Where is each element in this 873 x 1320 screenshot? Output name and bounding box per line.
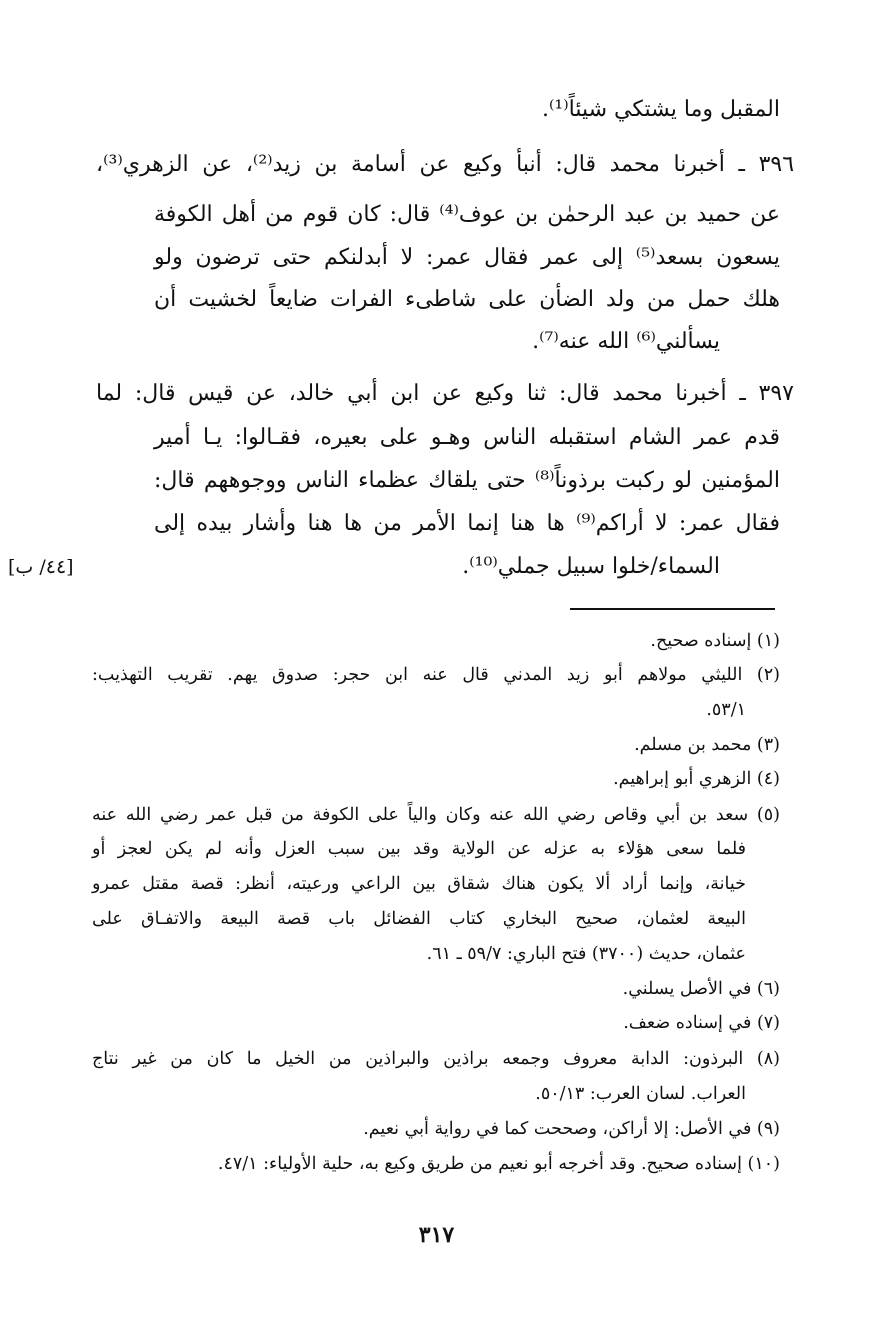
footnote-2-cont: ٥٣/١. bbox=[706, 700, 746, 720]
entry-397-first-line: ٣٩٧ ـ أخبرنا محمد قال: ثنا وكيع عن ابن أبي خالد، عن قيس قال: لما bbox=[96, 381, 794, 406]
text-line: عن حميد بن عبد الرحمٰن بن عوف⁽⁴⁾ قال: كان قوم من أهل الكوفة bbox=[154, 202, 780, 227]
text-line: السماء/خلوا سبيل جملي⁽¹⁰⁾. bbox=[462, 554, 720, 579]
footnote-5-cont: فلما سعى هؤلاء به عزله عن الولاية وقد بين سبب العزل وأنه لم يكن لعجز أو bbox=[92, 839, 746, 859]
footnote-2: (٢) الليثي مولاهم أبو زيد المدني قال عنه ابن حجر: صدوق يهم. تقريب التهذيب: bbox=[92, 665, 780, 685]
manuscript-folio-note: [٤٤/ ب] bbox=[8, 556, 74, 578]
footnote-5-cont: عثمان، حديث (٣٧٠٠) فتح الباري: ٥٩/٧ ـ ٦١. bbox=[426, 944, 746, 964]
footnote-10: (١٠) إسناده صحيح. وقد أخرجه أبو نعيم من طريق وكيع به، حلية الأولياء: ٤٧/١. bbox=[217, 1154, 780, 1174]
text-line: يسألني⁽⁶⁾ الله عنه⁽⁷⁾. bbox=[532, 329, 720, 354]
footnote-separator bbox=[570, 608, 775, 610]
page-number: ٣١٧ bbox=[418, 1222, 455, 1248]
footnote-6: (٦) في الأصل يسلني. bbox=[622, 979, 780, 999]
text-line: فقال عمر: لا أراكم⁽⁹⁾ ها هنا إنما الأمر من ها هنا وأشار بيده إلى bbox=[154, 511, 780, 536]
footnote-8: (٨) البرذون: الدابة معروف وجمعه براذين والبراذين من الخيل ما كان من غير نتاج bbox=[92, 1049, 780, 1069]
text-line: هلك حمل من ولد الضأن على شاطىء الفرات ضايعاً لخشيت أن bbox=[154, 287, 780, 312]
footnote-1: (١) إسناده صحيح. bbox=[650, 631, 780, 651]
footnote-8-cont: العراب. لسان العرب: ٥٠/١٣. bbox=[535, 1084, 746, 1104]
text-line: قدم عمر الشام استقبله الناس وهـو على بعيره، فقـالوا: يـا أمير bbox=[154, 425, 780, 450]
footnote-9: (٩) في الأصل: إلا أراكن، وصححت كما في رواية أبي نعيم. bbox=[363, 1119, 780, 1139]
footnote-3: (٣) محمد بن مسلم. bbox=[634, 735, 780, 755]
footnote-5: (٥) سعد بن أبي وقاص رضي الله عنه وكان والياً على الكوفة من قبل عمر رضي الله عنه bbox=[92, 805, 780, 825]
text-line: يسعون بسعد⁽⁵⁾ إلى عمر فقال عمر: لا أبدلنكم حتى ترضون ولو bbox=[154, 245, 780, 270]
text-line: المؤمنين لو ركبت برذوناً⁽⁸⁾ حتى يلقاك عظماء الناس ووجوههم قال: bbox=[154, 468, 780, 493]
text-line: المقبل وما يشتكي شيئاً⁽¹⁾. bbox=[542, 97, 780, 122]
entry-396-first-line: ٣٩٦ ـ أخبرنا محمد قال: أنبأ وكيع عن أسامة بن زيد⁽²⁾، عن الزهري⁽³⁾، bbox=[96, 152, 795, 177]
footnote-4: (٤) الزهري أبو إبراهيم. bbox=[613, 769, 780, 789]
footnote-5-cont: خيانة، وإنما أراد ألا يكون هناك شقاق بين الراعي ورعيته، أنظر: قصة مقتل عمرو bbox=[92, 874, 746, 894]
footnote-7: (٧) في إسناده ضعف. bbox=[623, 1013, 780, 1033]
footnote-5-cont: البيعة لعثمان، صحيح البخاري كتاب الفضائل باب قصة البيعة والاتفـاق على bbox=[92, 909, 746, 929]
